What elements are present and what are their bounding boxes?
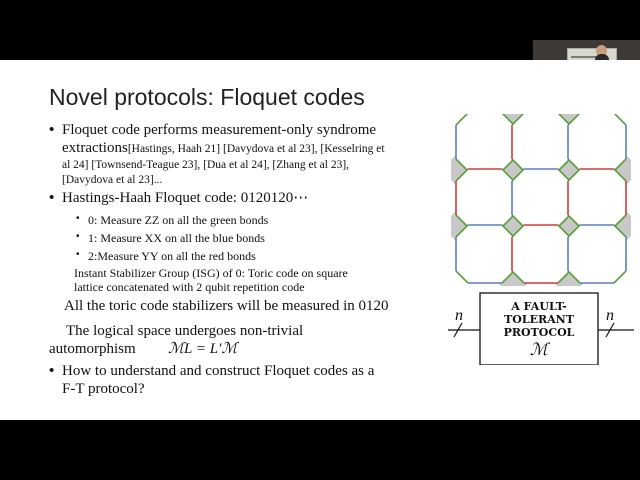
- octagon-plaquette: [456, 225, 514, 283]
- slide: [0, 60, 640, 420]
- bullet-dot: •: [49, 189, 55, 206]
- bullet-floquet-line2: extractions: [62, 140, 128, 156]
- automorphism-formula: ℳL = L′ℳ: [168, 341, 238, 357]
- floquet-lattice-diagram: [451, 114, 631, 286]
- octagon-plaquette: [512, 169, 570, 227]
- bullet-dot: •: [49, 121, 55, 138]
- sub-bullet-dot: •: [76, 231, 80, 242]
- protocol-symbol: ℳ: [529, 340, 549, 359]
- octagon-plaquette: [568, 169, 626, 227]
- bullet-ft-line1: How to understand and construct Floquet codes as a: [62, 363, 375, 379]
- logical-space-line2: automorphism: [49, 341, 136, 357]
- logical-space-line1: The logical space undergoes non-trivial: [66, 323, 304, 339]
- bullet-hastings-haah: Hastings-Haah Floquet code: 0120120⋯: [62, 190, 309, 206]
- input-label: n: [455, 307, 463, 324]
- isg-line1: Instant Stabilizer Group (ISG) of 0: Toric code on square: [74, 266, 348, 280]
- octagon-plaquette: [512, 225, 570, 283]
- sub-bullet-green: 0: Measure ZZ on all the green bonds: [88, 213, 269, 227]
- citation-line2: al 24] [Townsend-Teague 23], [Dua et al 24], [Zhang et al 23],: [62, 159, 350, 171]
- sub-bullet-dot: •: [76, 249, 80, 260]
- protocol-line2: TOLERANT: [504, 313, 574, 326]
- citation-line1: [Hastings, Haah 21] [Davydova et al 23], [Kesselring et: [127, 143, 385, 155]
- screen-text-line: [571, 56, 597, 58]
- ft-protocol-diagram: [440, 285, 640, 365]
- octagon-plaquette: [456, 169, 514, 227]
- isg-line2: lattice concatenated with 2 qubit repetition code: [74, 280, 305, 294]
- bullet-floquet-line1: Floquet code performs measurement-only syndrome: [62, 122, 377, 138]
- octagon-plaquette: [456, 114, 514, 171]
- octagon-plaquette: [568, 225, 626, 283]
- output-label: n: [606, 307, 614, 324]
- protocol-line3: PROTOCOL: [503, 326, 575, 339]
- sub-bullet-blue: 1: Measure XX on all the blue bonds: [88, 231, 265, 245]
- slide-title: Novel protocols: Floquet codes: [49, 84, 365, 110]
- toric-stabilizers-line: All the toric code stabilizers will be measured in 0120: [64, 298, 389, 314]
- octagon-plaquette: [568, 114, 626, 171]
- citation-line3: [Davydova et al 23]...: [62, 174, 163, 186]
- bullet-dot: •: [49, 362, 55, 379]
- sub-bullet-red: 2:Measure YY on all the red bonds: [88, 249, 256, 263]
- octagon-plaquette: [512, 114, 570, 171]
- bullet-ft-line2: F-T protocol?: [62, 381, 145, 397]
- protocol-line1: A FAULT-: [511, 300, 567, 313]
- sub-bullet-dot: •: [76, 213, 80, 224]
